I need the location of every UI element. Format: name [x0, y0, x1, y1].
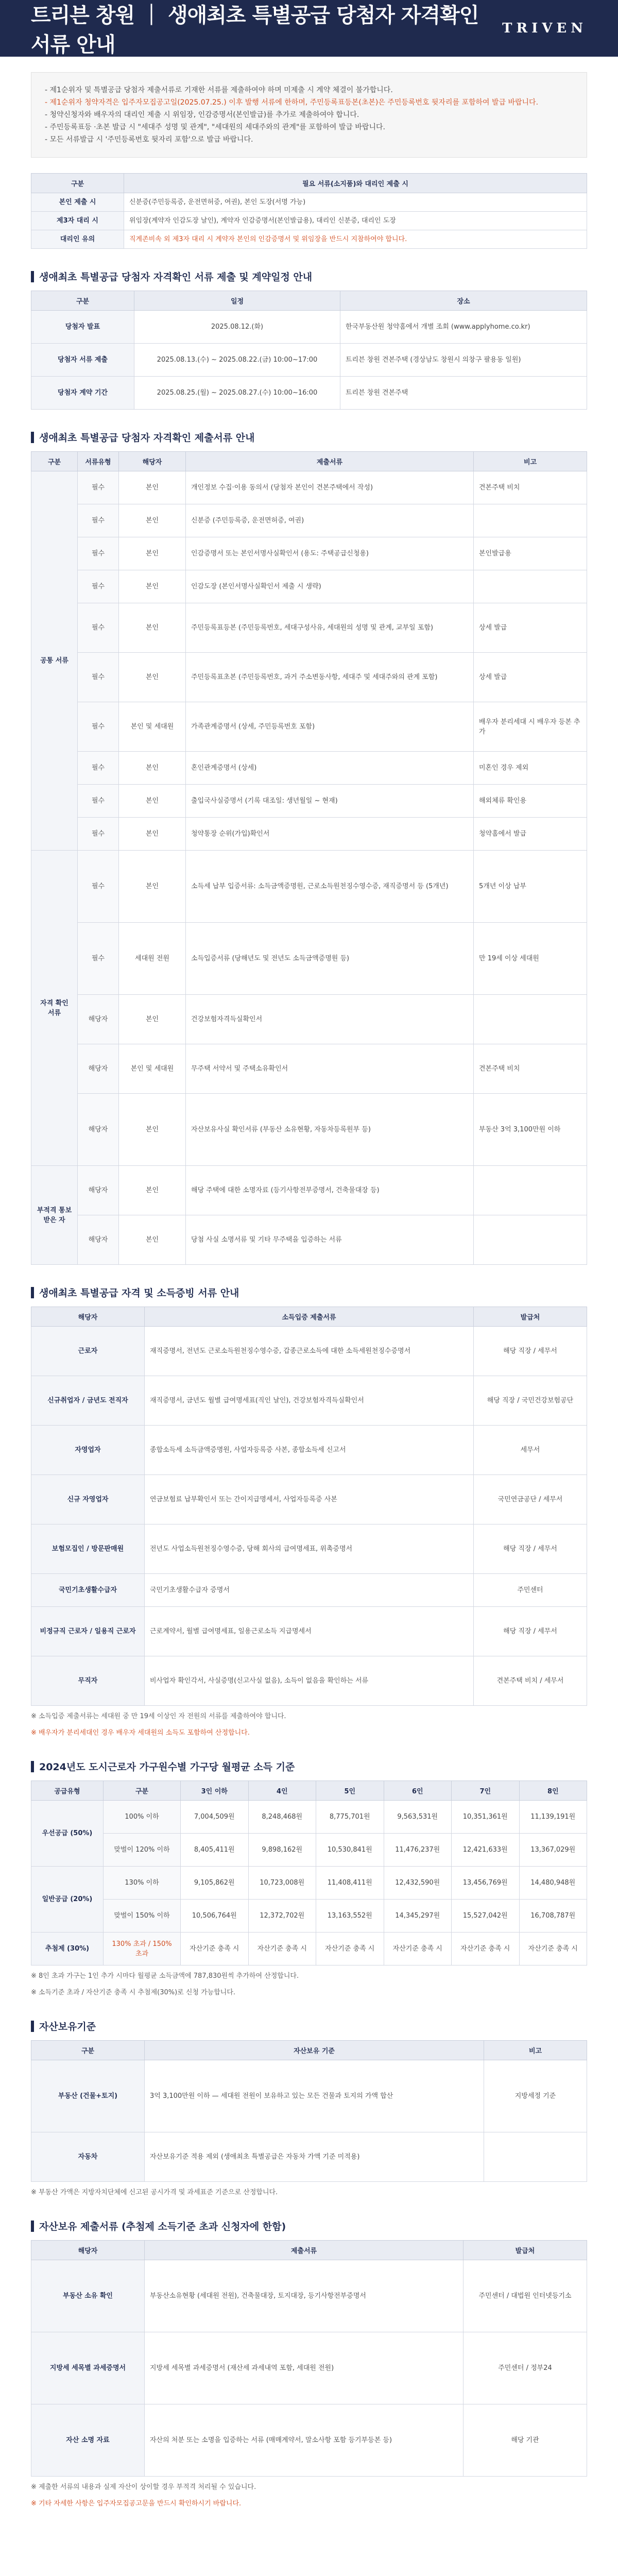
income-standard-table: 공급유형 구분 3인 이하 4인 5인 6인 7인 8인 우선공급 (50%) 100% 이하 7,004,509원 8,248,468원 8,775,701원 9,563,531원 10,351,361원 11,139,191원 맞벌이 120% 이하 8,405,411원 9,898,162원 10,530,841원 11,476,237원 12,421,633원 13,367,029원 일반공급 (20%) 130% 이하 9,105,862원 10,723,008원 11,408,411원 12,432,590원 13,456,769원 14,480,948원 맞벌이 150% 이하 10,506,764원 12,372,702원 13,163,552원 14,345,297원 15,527,042원 16,708,787원 추첨제 (30%) 130% 초과 / 150% 초과 자산기준 충족 시 자산기준 충족 시 자산기준 충족 시 자산기준 충족 시 자산기준 충족 시 자산기준 충족 시: [31, 1781, 587, 1965]
section-title-schedule: 생애최초 특별공급 당첨자 자격확인 서류 제출 및 계약일정 안내: [31, 269, 587, 283]
footnote: ※ 제출한 서류의 내용과 실제 자산이 상이할 경우 부적격 처리될 수 있습니다.: [31, 2483, 256, 2491]
brand-logo: TRIVEN: [502, 21, 587, 36]
notice-item: - 제1순위자 청약자격은 입주자모집공고일(2025.07.25.) 이후 발행 서류에 한하며, 주민등록표등본(초본)은 주민등록번호 뒷자리를 포함하여 발급 바랍니다.: [45, 98, 539, 107]
table-header: 구분: [31, 174, 124, 193]
income-docs-table: 해당자 소득입증 제출서류 발급처 근로자 재직증명서, 전년도 근로소득원천징수영수증, 갑종근로소득에 대한 소득세원천징수증명서 해당 직장 / 세무서 신규취업자 / 금년도 전직자 재직증명서, 금년도 월별 급여명세표(직인 날인), 건강보험자격득실확인서 해당 직장 / 국민건강보험공단 자영업자 종합소득세 소득금액증명원, 사업자등록증 사본, 종합소득세 신고서 세무서 신규 자영업자 연금보험료 납부확인서 또는 간이지급명세서, 사업자등록증 사본 국민연금공단 / 세무서 보험모집인 / 방문판매원 전년도 사업소득원천징수영수증, 당해 회사의 급여명세표, 위촉증명서 해당 직장 / 세무서 국민기초생활수급자 국민기초생활수급자 증명서 주민센터 비정규직 근로자 / 일용직 근로자 근로계약서, 월별 급여명세표, 일용근로소득 지급명세서 해당 직장 / 세무서 무직자 비사업자 확인각서, 사실증명(신고사실 없음), 소득이 없음을 확인하는 서류 견본주택 비치 / 세무서: [31, 1307, 587, 1706]
notice-box: [31, 72, 587, 158]
section-title-income-standard: 2024년도 도시근로자 가구원수별 가구당 월평균 소득 기준: [31, 1759, 587, 1773]
footnote: ※ 기타 자세한 사항은 입주자모집공고문을 반드시 확인하시기 바랍니다.: [31, 2500, 242, 2507]
notice-item: - 주민등록표등 ·초본 발급 시 "세대주 성명 및 관계", "세대원의 세대주와의 관계"를 포함하여 발급 바랍니다.: [45, 123, 385, 131]
requirement-table: [31, 173, 587, 249]
section-title-income: 생애최초 특별공급 자격 및 소득증빙 서류 안내: [31, 1285, 587, 1299]
section-title-asset-standard: 자산보유기준: [31, 2019, 587, 2033]
row-label: 본인 제출 시: [31, 193, 124, 212]
notice-item: - 제1순위자 및 특별공급 당첨자 제출서류로 기재한 서류를 제출하여야 하며 미제출 시 계약 체결이 불가합니다.: [45, 86, 393, 94]
footnote: ※ 부동산 가액은 지방자치단체에 신고된 공시가격 및 과세표준 기준으로 산정합니다.: [31, 2189, 278, 2196]
row-label: 제3자 대리 시: [31, 212, 124, 230]
row-label: 대리인 유의: [31, 230, 124, 249]
documents-table: 구분 서류유형 해당자 제출서류 비고 공통 서류 필수 본인 개인정보 수집·이용 동의서 (당첨자 본인이 견본주택에서 작성) 견본주택 비치 필수 본인 신분증 (주민등록증, 운전면허증, 여권) 필수 본인 인감증명서 또는 본인서명사실확인서 (용도: 주택공급신청용) 본인발급용 필수 본인 인감도장 (본인서명사실확인서 제출 시 생략) 필수 본인 주민등록표등본 (주민등록번호, 세대구성사유, 세대원의 성명 및 관계, 교부일 포함) 상세 발급 필수 본인 주민등록표초본 (주민등록번호, 과거 주소변동사항, 세대주 및 세대주와의 관계 포함) 상세 발급 필수 본인 및 세대원 가족관계증명서 (상세, 주민등록번호 포함) 배우자 분리세대 시 배우자 등본 추가 필수 본인 혼인관계증명서 (상세) 미혼인 경우 제외 필수 본인 출입국사실증명서 (기록 대조일: 생년월일 ~ 현재) 해외체류 확인용 필수 본인 청약통장 순위(가입)확인서 청약홈에서 발급 자격 확인 서류 필수 본인 소득세 납부 입증서류: 소득금액증명원, 근로소득원천징수영수증, 재직증명서 등 (5개년) 5개년 이상 납부 필수 세대원 전원 소득입증서류 (당해년도 및 전년도 소득금액증명원 등) 만 19세 이상 세대원 해당자 본인 건강보험자격득실확인서 해당자 본인 및 세대원 무주택 서약서 및 주택소유확인서 견본주택 비치 해당자 본인 자산보유사실 확인서류 (부동산 소유현황, 자동차등록원부 등) 부동산 3억 3,100만원 이하 부적격 통보 받은 자 해당자 본인 해당 주택에 대한 소명자료 (등기사항전부증명서, 건축물대장 등) 해당자 본인 당첨 사실 소명서류 및 기타 무주택을 입증하는 서류: [31, 451, 587, 1265]
notice-item: - 청약신청자와 배우자의 대리인 제출 시 위임장, 인감증명서(본인발급)를 추가로 제출하여야 합니다.: [45, 111, 359, 119]
header-banner: [0, 0, 618, 57]
footnote: ※ 소득기준 초과 / 자산기준 충족 시 추첨제(30%)로 신청 가능합니다.: [31, 1989, 236, 1996]
row-text: 신분증(주민등록증, 운전면허증, 여권), 본인 도장(서명 가능): [124, 193, 587, 212]
footnote: ※ 8인 초과 가구는 1인 추가 시마다 월평균 소득금액에 787,830원씩 추가하여 산정합니다.: [31, 1972, 299, 1980]
section-title-documents: 생애최초 특별공급 당첨자 자격확인 제출서류 안내: [31, 430, 587, 444]
footnote: ※ 소득입증 제출서류는 세대원 중 만 19세 이상인 자 전원의 서류를 제출하여야 합니다.: [31, 1713, 286, 1720]
notice-item: - 모든 서류발급 시 '주민등록번호 뒷자리 포함'으로 발급 바랍니다.: [45, 135, 253, 144]
table-header: 필요 서류(소지품)와 대리인 제출 시: [124, 174, 587, 193]
section-title-asset-docs: 자산보유 제출서류 (추첨제 소득기준 초과 신청자에 한함): [31, 2219, 587, 2233]
row-text: 위임장(계약자 인감도장 날인), 계약자 인감증명서(본인발급용), 대리인 신분증, 대리인 도장: [124, 212, 587, 230]
asset-docs-table: 해당자 제출서류 발급처 부동산 소유 확인 부동산소유현황 (세대원 전원), 건축물대장, 토지대장, 등기사항전부증명서 주민센터 / 대법원 인터넷등기소 지방세 세목별 과세증명서 지방세 세목별 과세증명서 (재산세 과세내역 포함, 세대원 전원) 주민센터 / 정부24 자산 소명 자료 자산의 처분 또는 소명을 입증하는 서류 (매매계약서, 말소사항 포함 등기부등본 등) 해당 기관: [31, 2240, 587, 2477]
footnote: ※ 배우자가 분리세대인 경우 배우자 세대원의 소득도 포함하여 산정합니다.: [31, 1729, 250, 1737]
asset-standard-table: 구분 자산보유 기준 비고 부동산 (건물+토지) 3억 3,100만원 이하 — 세대원 전원이 보유하고 있는 모든 건물과 토지의 가액 합산 지방세정 기준 자동차 자산보유기준 적용 제외 (생애최초 특별공급은 자동차 가액 기준 미적용): [31, 2040, 587, 2182]
page-title: 트리븐 창원 ｜ 생애최초 특별공급 당첨자 자격확인 서류 안내: [31, 4, 479, 57]
row-text: 직계존비속 외 제3자 대리 시 계약자 본인의 인감증명서 및 위임장을 반드시 지참하여야 합니다.: [124, 230, 587, 249]
schedule-table: 구분 일정 장소 당첨자 발표 2025.08.12.(화) 한국부동산원 청약홈에서 개별 조회 (www.applyhome.co.kr) 당첨자 서류 제출 2025.08.13.(수) ~ 2025.08.22.(금) 10:00~17:00 트리븐 창원 견본주택 (경상남도 창원시 의창구 팔용동 일원) 당첨자 계약 기간 2025.08.25.(월) ~ 2025.08.27.(수) 10:00~16:00 트리븐 창원 견본주택: [31, 291, 587, 410]
